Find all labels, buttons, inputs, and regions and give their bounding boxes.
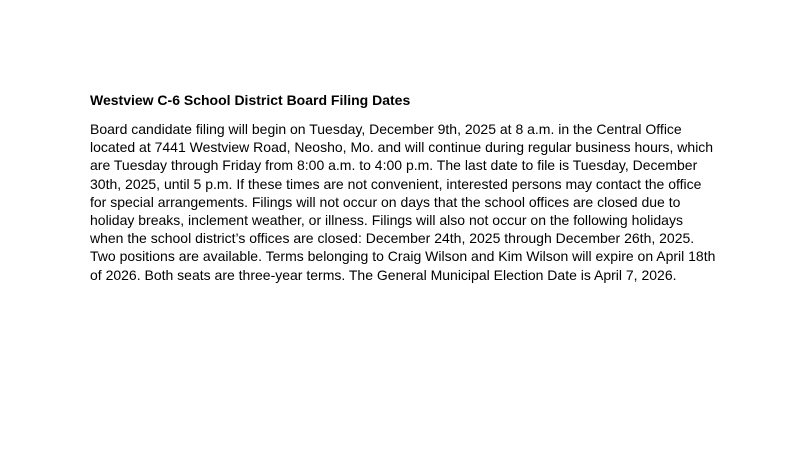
- notice-body-paragraph: Board candidate filing will begin on Tuesday, December 9th, 2025 at 8 a.m. in the Central Office located at 7441 Westview Road, Neosho, Mo. and will continue during regular business hours, which are Tuesday through Friday from 8:00 a.m. to 4:00 p.m. The last date to file is Tuesday, December 30th, 2025, until 5 p.m. If these times are not convenient, interested persons may contact the office for special arrangements. Filings will not occur on days that the school offices are closed due to holiday breaks, inclement weather, or illness. Filings will also not occur on the following holidays when the school district’s offices are closed: December 24th, 2025 through December 26th, 2025. Two positions are available. Terms belonging to Craig Wilson and Kim Wilson will expire on April 18th of 2026. Both seats are three-year terms. The General Municipal Election Date is April 7, 2026.: [90, 121, 716, 283]
- notice-title: Westview C-6 School District Board Filing Dates: [90, 92, 411, 108]
- filing-notice: [90, 91, 720, 284]
